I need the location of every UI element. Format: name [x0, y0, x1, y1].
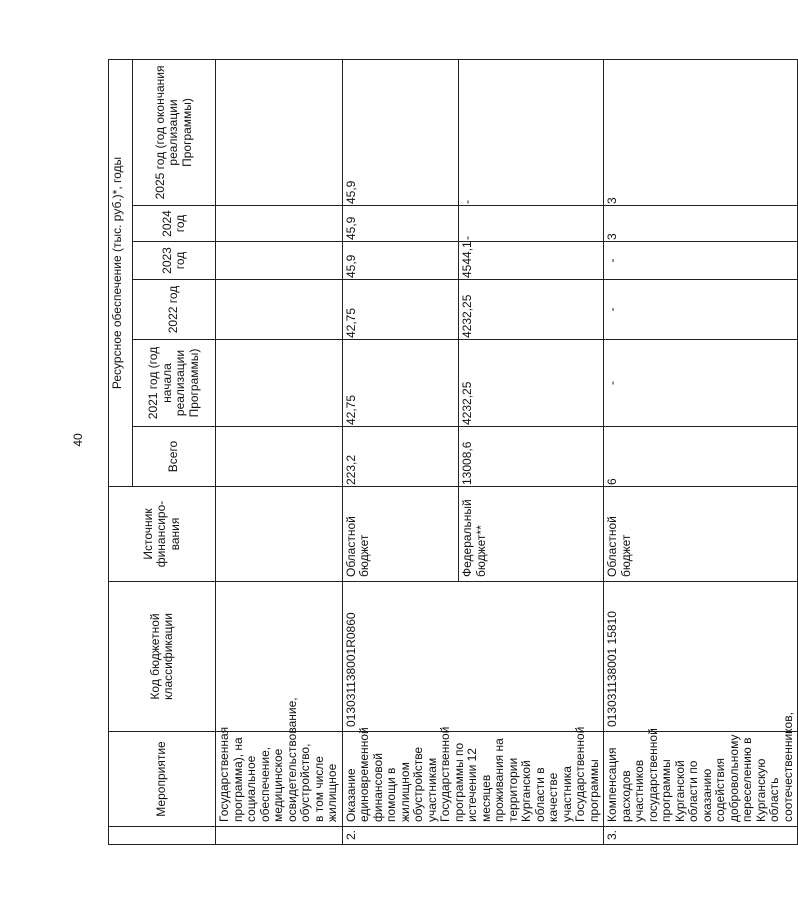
y2025-cell: 45,9 — [342, 59, 459, 205]
y2022-cell — [216, 280, 343, 340]
row-number: 2. — [342, 827, 604, 845]
header-2024: 2024 год — [133, 206, 216, 242]
event-cell: Компенсация расходов участников государственной программы Курганской области по оказанию содействия добровольному переселению в Курганскую область соотечественников, — [604, 732, 798, 827]
budget-code-cell: 013031138001 15810 — [604, 582, 798, 732]
source-cell — [216, 487, 343, 582]
total-cell: 13008,6 — [459, 427, 604, 487]
event-cell: Государственная программа), на социальное обеспечение, медицинское освидетельствование, обустройство, в том числе жилищное — [216, 732, 343, 827]
y2022-cell: 42,75 — [342, 280, 459, 340]
total-cell: 6 — [604, 427, 798, 487]
table-row — [342, 59, 459, 844]
y2022-cell: - — [604, 280, 798, 340]
header-event: Мероприятие — [109, 732, 216, 827]
total-cell — [216, 427, 343, 487]
header-budget-code: Код бюджетной классификации — [109, 582, 216, 732]
table-row — [216, 59, 343, 844]
y2024-cell: - — [459, 206, 604, 242]
header-2025: 2025 год (год окончания реализации Программы) — [133, 59, 216, 205]
y2021-cell: 42,75 — [342, 340, 459, 427]
y2022-cell: 4232,25 — [459, 280, 604, 340]
y2023-cell: 45,9 — [342, 242, 459, 280]
header-row-top — [109, 59, 133, 844]
row-number — [216, 827, 343, 845]
y2023-cell: - — [604, 242, 798, 280]
header-2021: 2021 год (год начала реализации Программы) — [133, 340, 216, 427]
y2025-cell: 3 — [604, 59, 798, 205]
y2024-cell: 45,9 — [342, 206, 459, 242]
header-source: Источник финансиро-вания — [109, 487, 216, 582]
event-cell: Оказание единовременной финансовой помощи в жилищном обустройстве участникам Государственной программы по истечении 12 месяцев проживания на территории Курганской области в качестве участника Государственной программы — [342, 732, 604, 827]
y2021-cell: - — [604, 340, 798, 427]
header-resources: Ресурсное обеспечение (тыс. руб.)*, годы — [109, 59, 133, 486]
budget-code-cell — [216, 582, 343, 732]
header-total: Всего — [133, 427, 216, 487]
y2021-cell: 4232,25 — [459, 340, 604, 427]
header-2022: 2022 год — [133, 280, 216, 340]
y2025-cell: - — [459, 59, 604, 205]
y2023-cell — [216, 242, 343, 280]
source-cell: Областной бюджет — [342, 487, 459, 582]
y2021-cell — [216, 340, 343, 427]
page-number: 40 — [71, 433, 85, 447]
total-cell: 223,2 — [342, 427, 459, 487]
source-cell: Федеральный бюджет** — [459, 487, 604, 582]
y2024-cell: 3 — [604, 206, 798, 242]
y2025-cell — [216, 59, 343, 205]
source-cell: Областной бюджет — [604, 487, 798, 582]
row-number: 3. — [604, 827, 798, 845]
table-row — [604, 59, 798, 844]
budget-code-cell: 013031138001R0860 — [342, 582, 604, 732]
y2024-cell — [216, 206, 343, 242]
rotated-table-container — [108, 60, 795, 845]
header-num — [109, 827, 216, 845]
header-2023: 2023 год — [133, 242, 216, 280]
resource-table — [108, 59, 798, 845]
y2023-cell: 4544,1 — [459, 242, 604, 280]
